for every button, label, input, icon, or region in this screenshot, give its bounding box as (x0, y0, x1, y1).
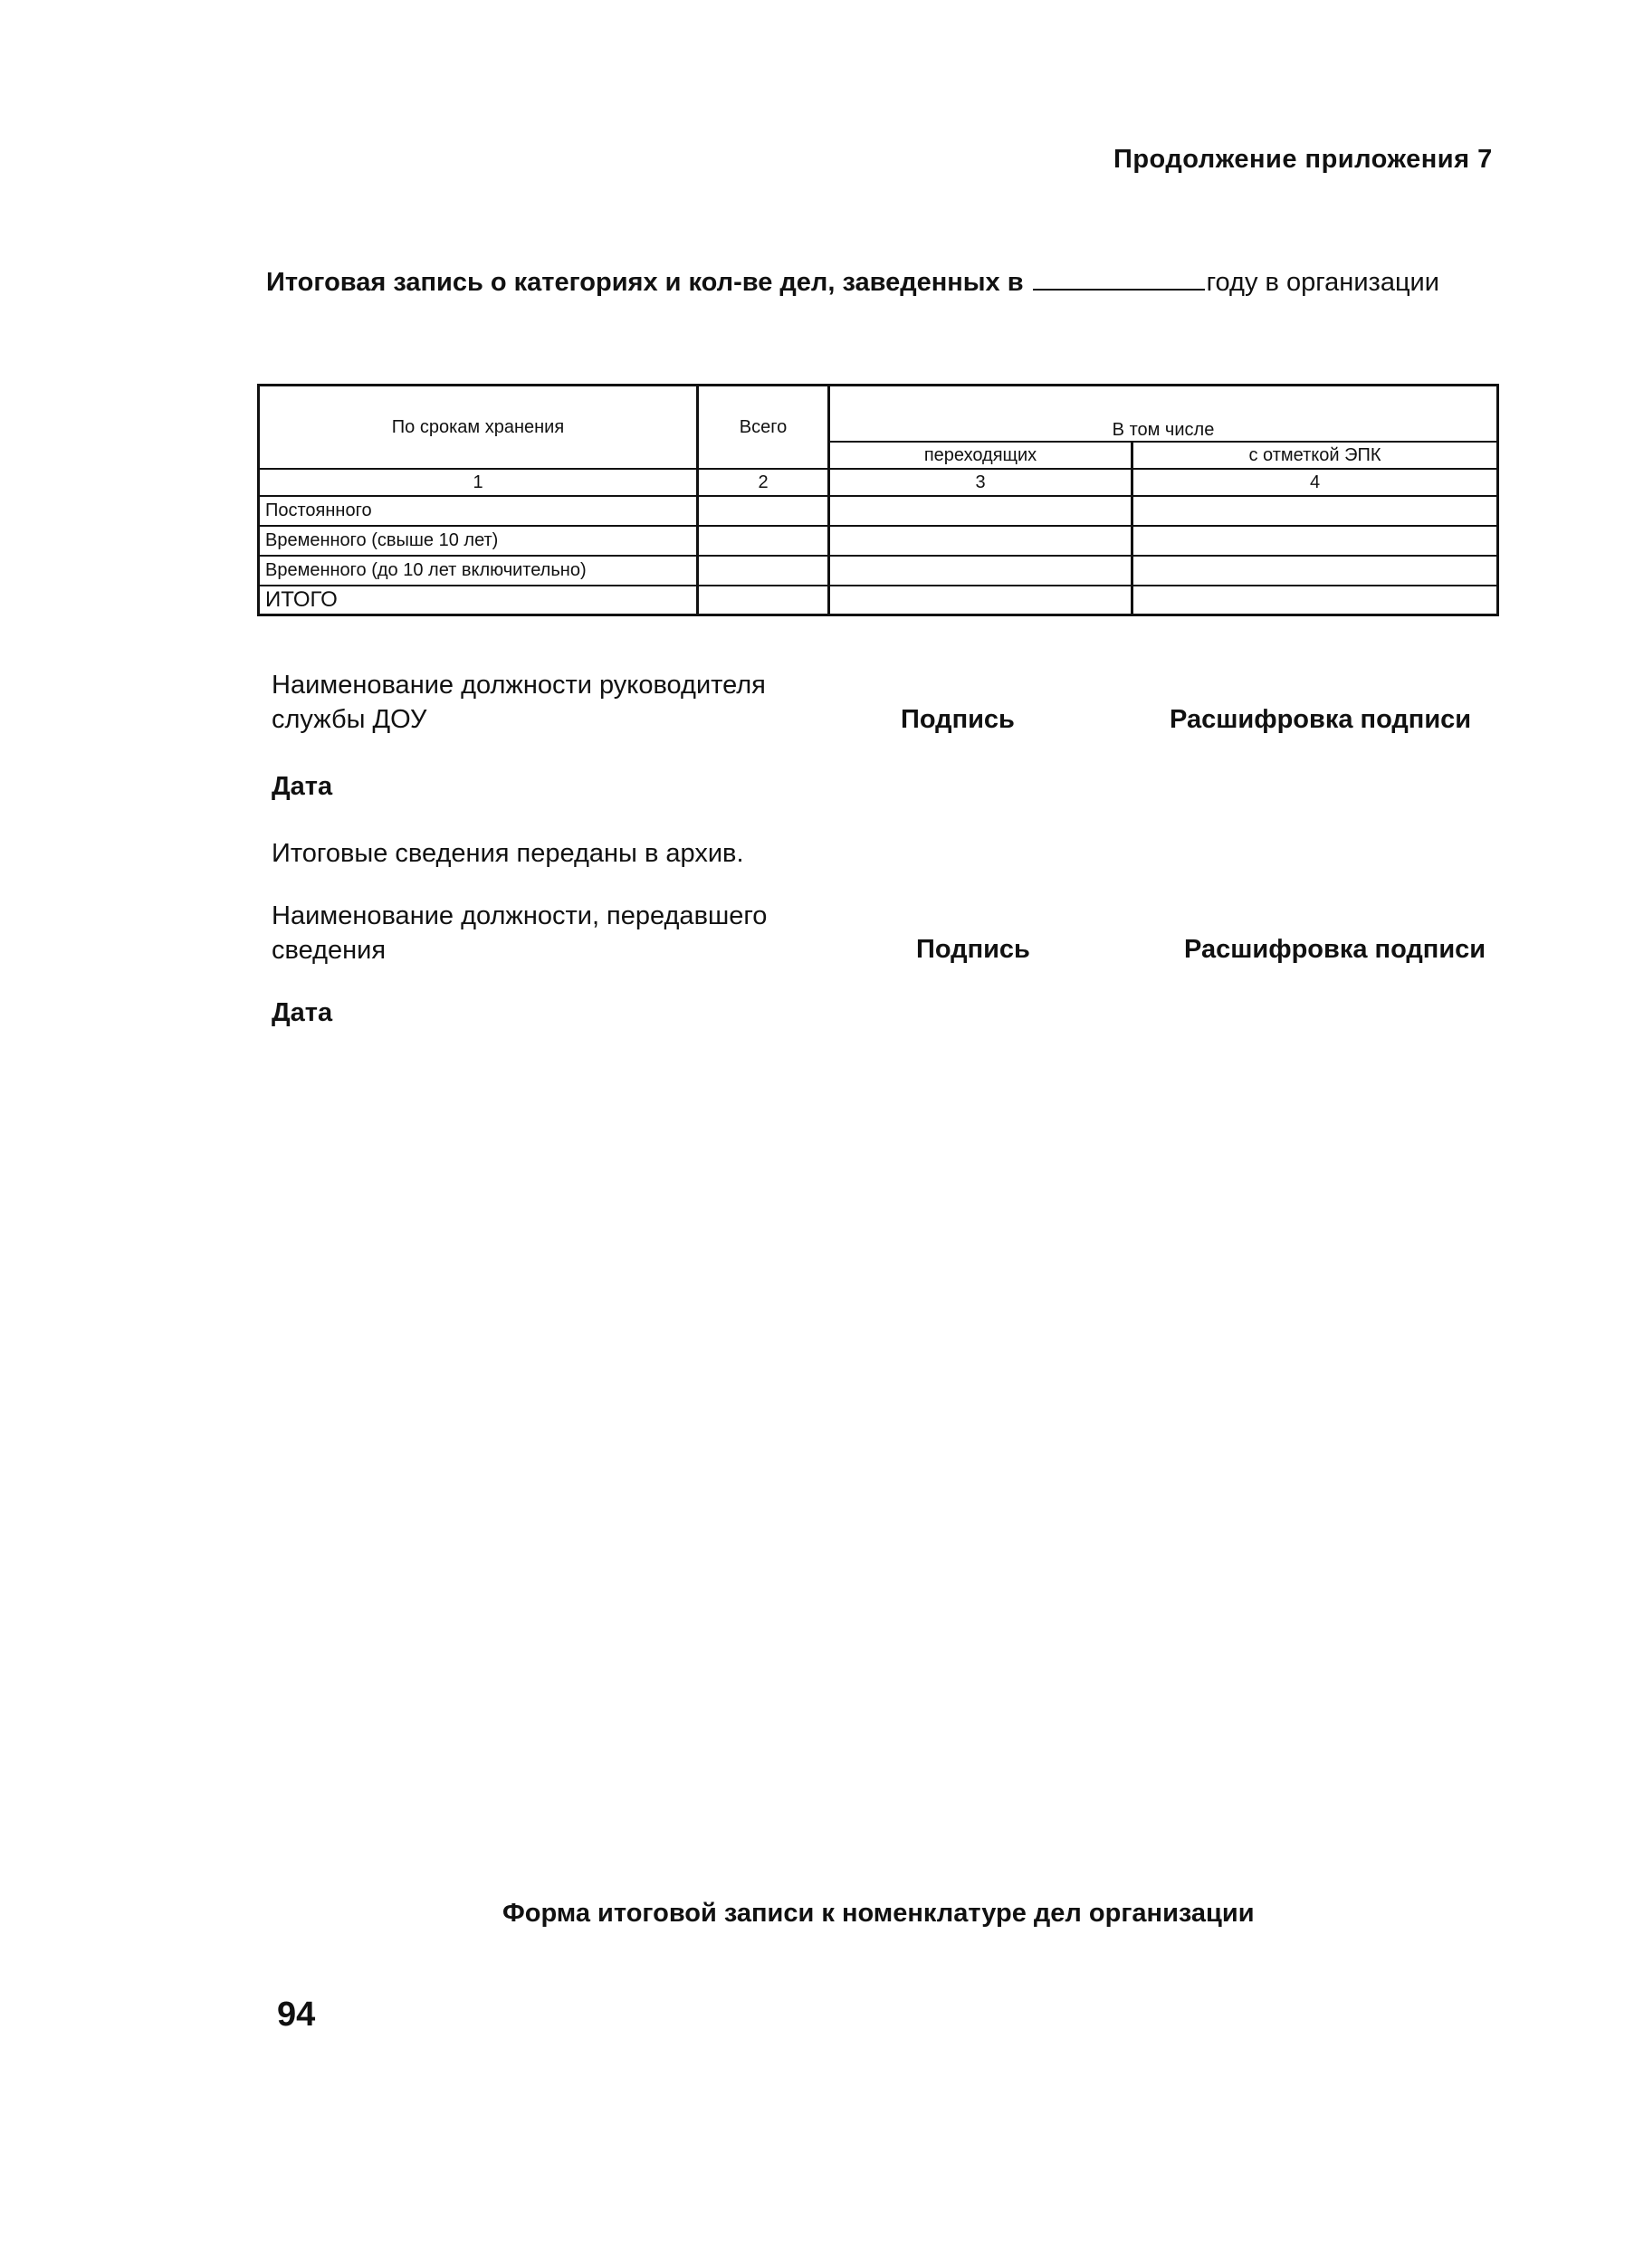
position-title-2-line1: Наименование должности, передавшего (272, 901, 768, 930)
cell-empty (698, 496, 829, 526)
position-title-1-line2: службы ДОУ (272, 705, 427, 734)
signature-decoding-2: Расшифровка подписи (1184, 935, 1486, 964)
position-title-1 (272, 668, 766, 737)
signature-label-2: Подпись (916, 935, 1030, 964)
position-title-2-line2: сведения (272, 936, 387, 965)
header-transitional: переходящих (829, 442, 1132, 469)
row-label-total: ИТОГО (259, 586, 698, 615)
header-category: По срокам хранения (259, 386, 698, 470)
table-row (259, 526, 1498, 556)
document-title (266, 268, 1439, 298)
year-blank-line (1033, 269, 1205, 291)
title-main: Итоговая запись о категориях и кол-ве дел, заведенных в (266, 268, 1024, 297)
cell-empty (1132, 556, 1498, 586)
cell-empty (698, 586, 829, 615)
cell-empty (1132, 586, 1498, 615)
cell-empty (829, 496, 1132, 526)
date-label-2: Дата (272, 998, 333, 1027)
cell-empty (829, 526, 1132, 556)
column-number-1: 1 (259, 469, 698, 496)
archive-note: Итоговые сведения переданы в архив. (272, 839, 744, 868)
table-row (259, 496, 1498, 526)
cell-empty (698, 556, 829, 586)
date-label-1: Дата (272, 772, 333, 801)
header-including: В том числе (829, 386, 1498, 443)
row-label: Постоянного (259, 496, 698, 526)
cell-empty (1132, 526, 1498, 556)
column-number-4: 4 (1132, 469, 1498, 496)
table-row (259, 556, 1498, 586)
form-title: Форма итоговой записи к номенклатуре дел организации (502, 1899, 1255, 1928)
row-label: Временного (свыше 10 лет) (259, 526, 698, 556)
continuation-header: Продолжение приложения 7 (1113, 145, 1493, 174)
cell-empty (829, 586, 1132, 615)
signature-decoding-1: Расшифровка подписи (1170, 705, 1472, 734)
position-title-1-line1: Наименование должности руководителя (272, 671, 766, 700)
column-number-2: 2 (698, 469, 829, 496)
cell-empty (829, 556, 1132, 586)
header-total: Всего (698, 386, 829, 470)
cell-empty (1132, 496, 1498, 526)
cell-empty (698, 526, 829, 556)
table-row-total (259, 586, 1498, 615)
signature-label-1: Подпись (901, 705, 1015, 734)
column-number-3: 3 (829, 469, 1132, 496)
position-title-2 (272, 899, 767, 967)
header-epk: с отметкой ЭПК (1132, 442, 1498, 469)
title-suffix: году в организации (1206, 268, 1439, 297)
summary-table (257, 384, 1499, 616)
page-number: 94 (277, 1996, 316, 2034)
row-label: Временного (до 10 лет включительно) (259, 556, 698, 586)
